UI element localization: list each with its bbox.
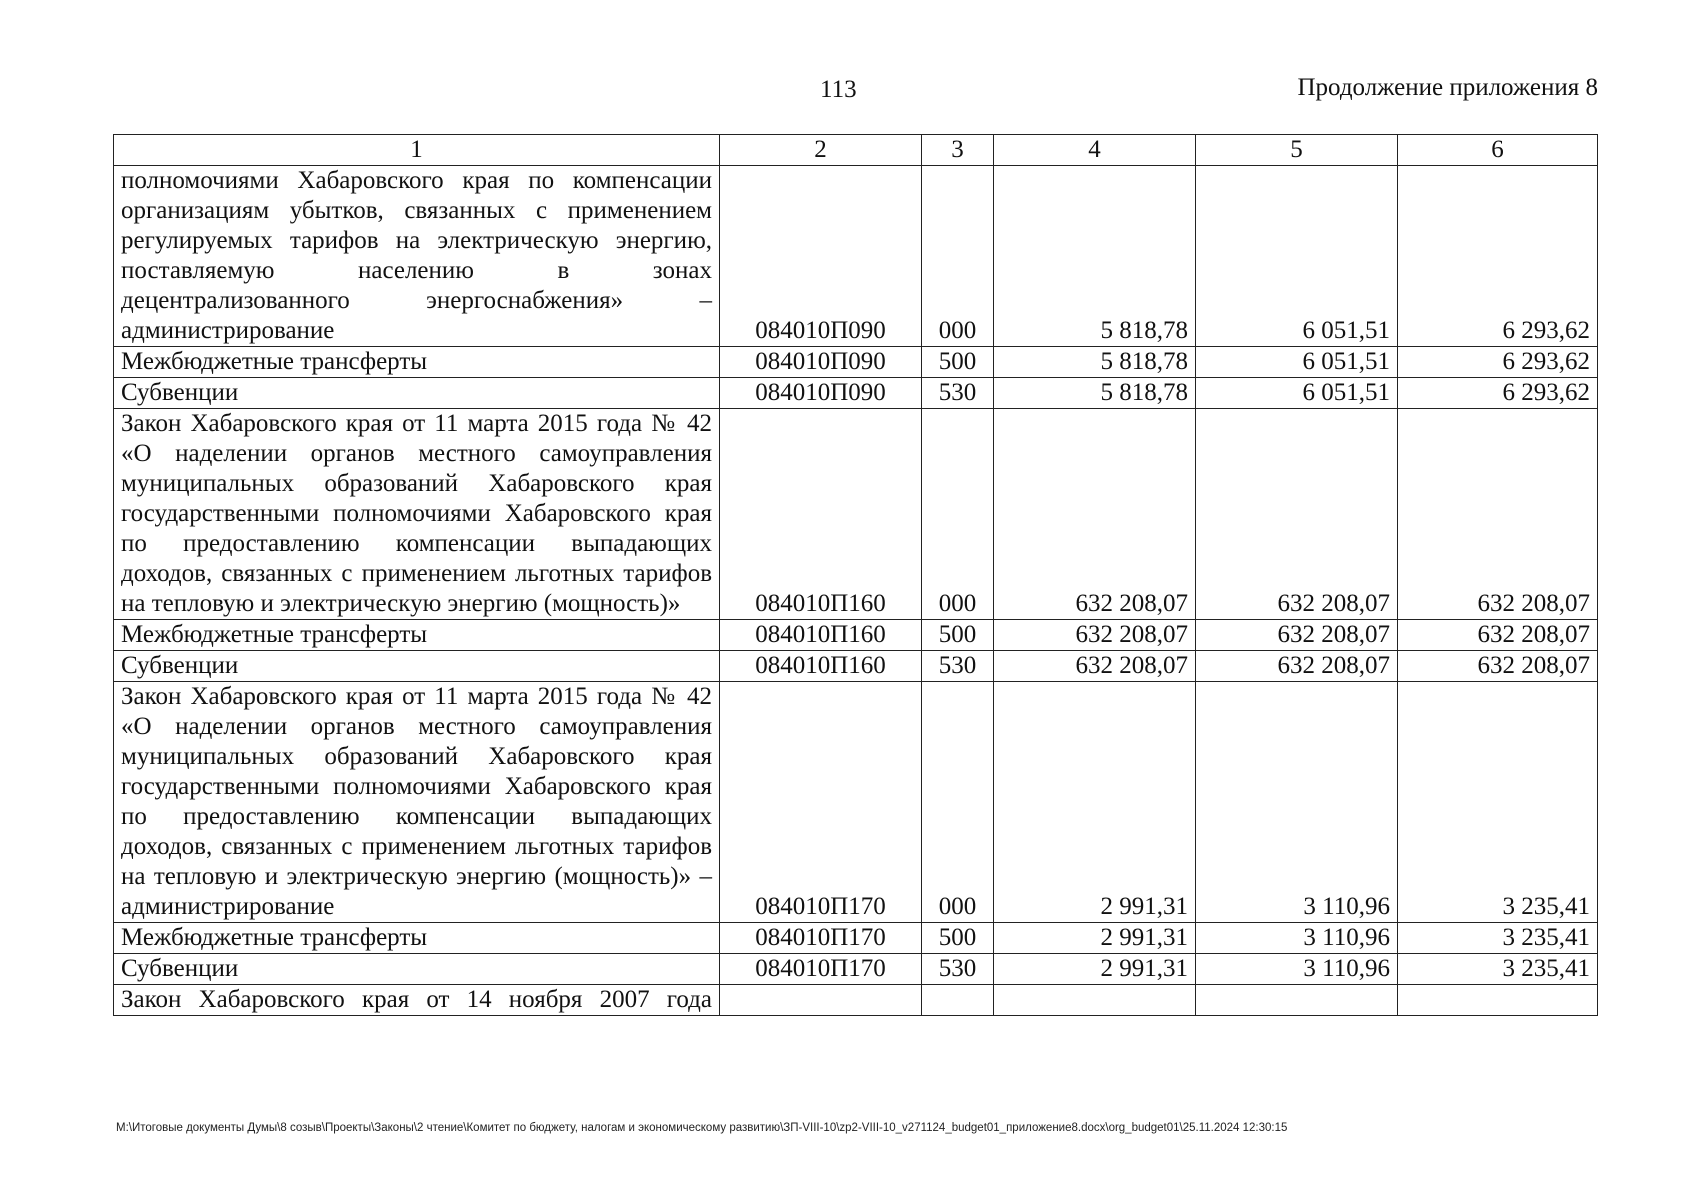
row-description: полномочиями Хабаровского края по компенсации организациям убытков, связанных с применением регулируемых тарифов на электрическую энергию, поставляемую населению в зонах децентрализованного энергоснабжения» – администрирование bbox=[114, 166, 720, 347]
expense-type: 500 bbox=[922, 923, 994, 954]
table-row bbox=[114, 682, 1598, 923]
budget-table bbox=[113, 134, 1598, 1016]
amount-col4: 632 208,07 bbox=[994, 651, 1196, 682]
row-description: Субвенции bbox=[114, 378, 720, 409]
target-code: 084010П090 bbox=[720, 378, 922, 409]
column-header: 1 bbox=[114, 135, 720, 166]
amount-col5: 3 110,96 bbox=[1196, 954, 1398, 985]
amount-col6: 6 293,62 bbox=[1398, 378, 1598, 409]
target-code: 084010П160 bbox=[720, 620, 922, 651]
expense-type: 500 bbox=[922, 347, 994, 378]
page-number: 113 bbox=[820, 76, 857, 103]
amount-col6: 632 208,07 bbox=[1398, 409, 1598, 620]
table-row bbox=[114, 409, 1598, 620]
target-code: 084010П170 bbox=[720, 682, 922, 923]
row-description: Субвенции bbox=[114, 954, 720, 985]
amount-col5: 632 208,07 bbox=[1196, 651, 1398, 682]
column-header: 4 bbox=[994, 135, 1196, 166]
table-row bbox=[114, 620, 1598, 651]
expense-type bbox=[922, 985, 994, 1016]
expense-type: 500 bbox=[922, 620, 994, 651]
row-description: Субвенции bbox=[114, 651, 720, 682]
amount-col5: 6 051,51 bbox=[1196, 347, 1398, 378]
continuation-label: Продолжение приложения 8 bbox=[1297, 74, 1598, 101]
amount-col4: 2 991,31 bbox=[994, 923, 1196, 954]
amount-col6: 6 293,62 bbox=[1398, 347, 1598, 378]
expense-type: 530 bbox=[922, 651, 994, 682]
amount-col6 bbox=[1398, 985, 1598, 1016]
amount-col4: 2 991,31 bbox=[994, 954, 1196, 985]
target-code: 084010П160 bbox=[720, 409, 922, 620]
row-description: Межбюджетные трансферты bbox=[114, 923, 720, 954]
table-row bbox=[114, 347, 1598, 378]
target-code: 084010П160 bbox=[720, 651, 922, 682]
column-header-row bbox=[114, 135, 1598, 166]
row-description: Межбюджетные трансферты bbox=[114, 620, 720, 651]
table-row bbox=[114, 378, 1598, 409]
column-header: 3 bbox=[922, 135, 994, 166]
target-code: 084010П170 bbox=[720, 954, 922, 985]
column-header: 6 bbox=[1398, 135, 1598, 166]
amount-col4 bbox=[994, 985, 1196, 1016]
row-description: Закон Хабаровского края от 11 марта 2015 года № 42 «О наделении органов местного самоуправления муниципальных образований Хабаровского края государственными полномочиями Хабаровского края по предоставлению компенсации выпадающих доходов, связанных с применением льготных тарифов на тепловую и электрическую энергию (мощность)» bbox=[114, 409, 720, 620]
amount-col4: 632 208,07 bbox=[994, 409, 1196, 620]
amount-col6: 3 235,41 bbox=[1398, 954, 1598, 985]
amount-col4: 632 208,07 bbox=[994, 620, 1196, 651]
amount-col6: 632 208,07 bbox=[1398, 651, 1598, 682]
amount-col4: 5 818,78 bbox=[994, 166, 1196, 347]
amount-col5: 632 208,07 bbox=[1196, 409, 1398, 620]
expense-type: 000 bbox=[922, 166, 994, 347]
amount-col5: 632 208,07 bbox=[1196, 620, 1398, 651]
amount-col6: 3 235,41 bbox=[1398, 682, 1598, 923]
target-code: 084010П090 bbox=[720, 166, 922, 347]
amount-col4: 5 818,78 bbox=[994, 378, 1196, 409]
expense-type: 000 bbox=[922, 682, 994, 923]
amount-col4: 5 818,78 bbox=[994, 347, 1196, 378]
amount-col6: 6 293,62 bbox=[1398, 166, 1598, 347]
target-code: 084010П090 bbox=[720, 347, 922, 378]
row-description: Межбюджетные трансферты bbox=[114, 347, 720, 378]
amount-col5: 6 051,51 bbox=[1196, 166, 1398, 347]
amount-col4: 2 991,31 bbox=[994, 682, 1196, 923]
amount-col5: 6 051,51 bbox=[1196, 378, 1398, 409]
amount-col5 bbox=[1196, 985, 1398, 1016]
target-code bbox=[720, 985, 922, 1016]
table-row bbox=[114, 651, 1598, 682]
expense-type: 530 bbox=[922, 954, 994, 985]
file-path-footer: M:\Итоговые документы Думы\8 созыв\Проекты\Законы\2 чтение\Комитет по бюджету, налогам и экономическому развитию\ЗП-VIII-10\zp2-VIII-10_v271124_budget01_приложение8.docx\org_budget01\25.11.2024 12:30:15 bbox=[116, 1122, 1288, 1134]
table-row bbox=[114, 923, 1598, 954]
row-description: Закон Хабаровского края от 14 ноября 2007 года bbox=[114, 985, 720, 1016]
target-code: 084010П170 bbox=[720, 923, 922, 954]
expense-type: 000 bbox=[922, 409, 994, 620]
amount-col5: 3 110,96 bbox=[1196, 682, 1398, 923]
amount-col6: 632 208,07 bbox=[1398, 620, 1598, 651]
table-row bbox=[114, 166, 1598, 347]
row-description: Закон Хабаровского края от 11 марта 2015 года № 42 «О наделении органов местного самоуправления муниципальных образований Хабаровского края государственными полномочиями Хабаровского края по предоставлению компенсации выпадающих доходов, связанных с применением льготных тарифов на тепловую и электрическую энергию (мощность)» – администрирование bbox=[114, 682, 720, 923]
table-row bbox=[114, 985, 1598, 1016]
amount-col5: 3 110,96 bbox=[1196, 923, 1398, 954]
expense-type: 530 bbox=[922, 378, 994, 409]
column-header: 2 bbox=[720, 135, 922, 166]
table-row bbox=[114, 954, 1598, 985]
amount-col6: 3 235,41 bbox=[1398, 923, 1598, 954]
column-header: 5 bbox=[1196, 135, 1398, 166]
